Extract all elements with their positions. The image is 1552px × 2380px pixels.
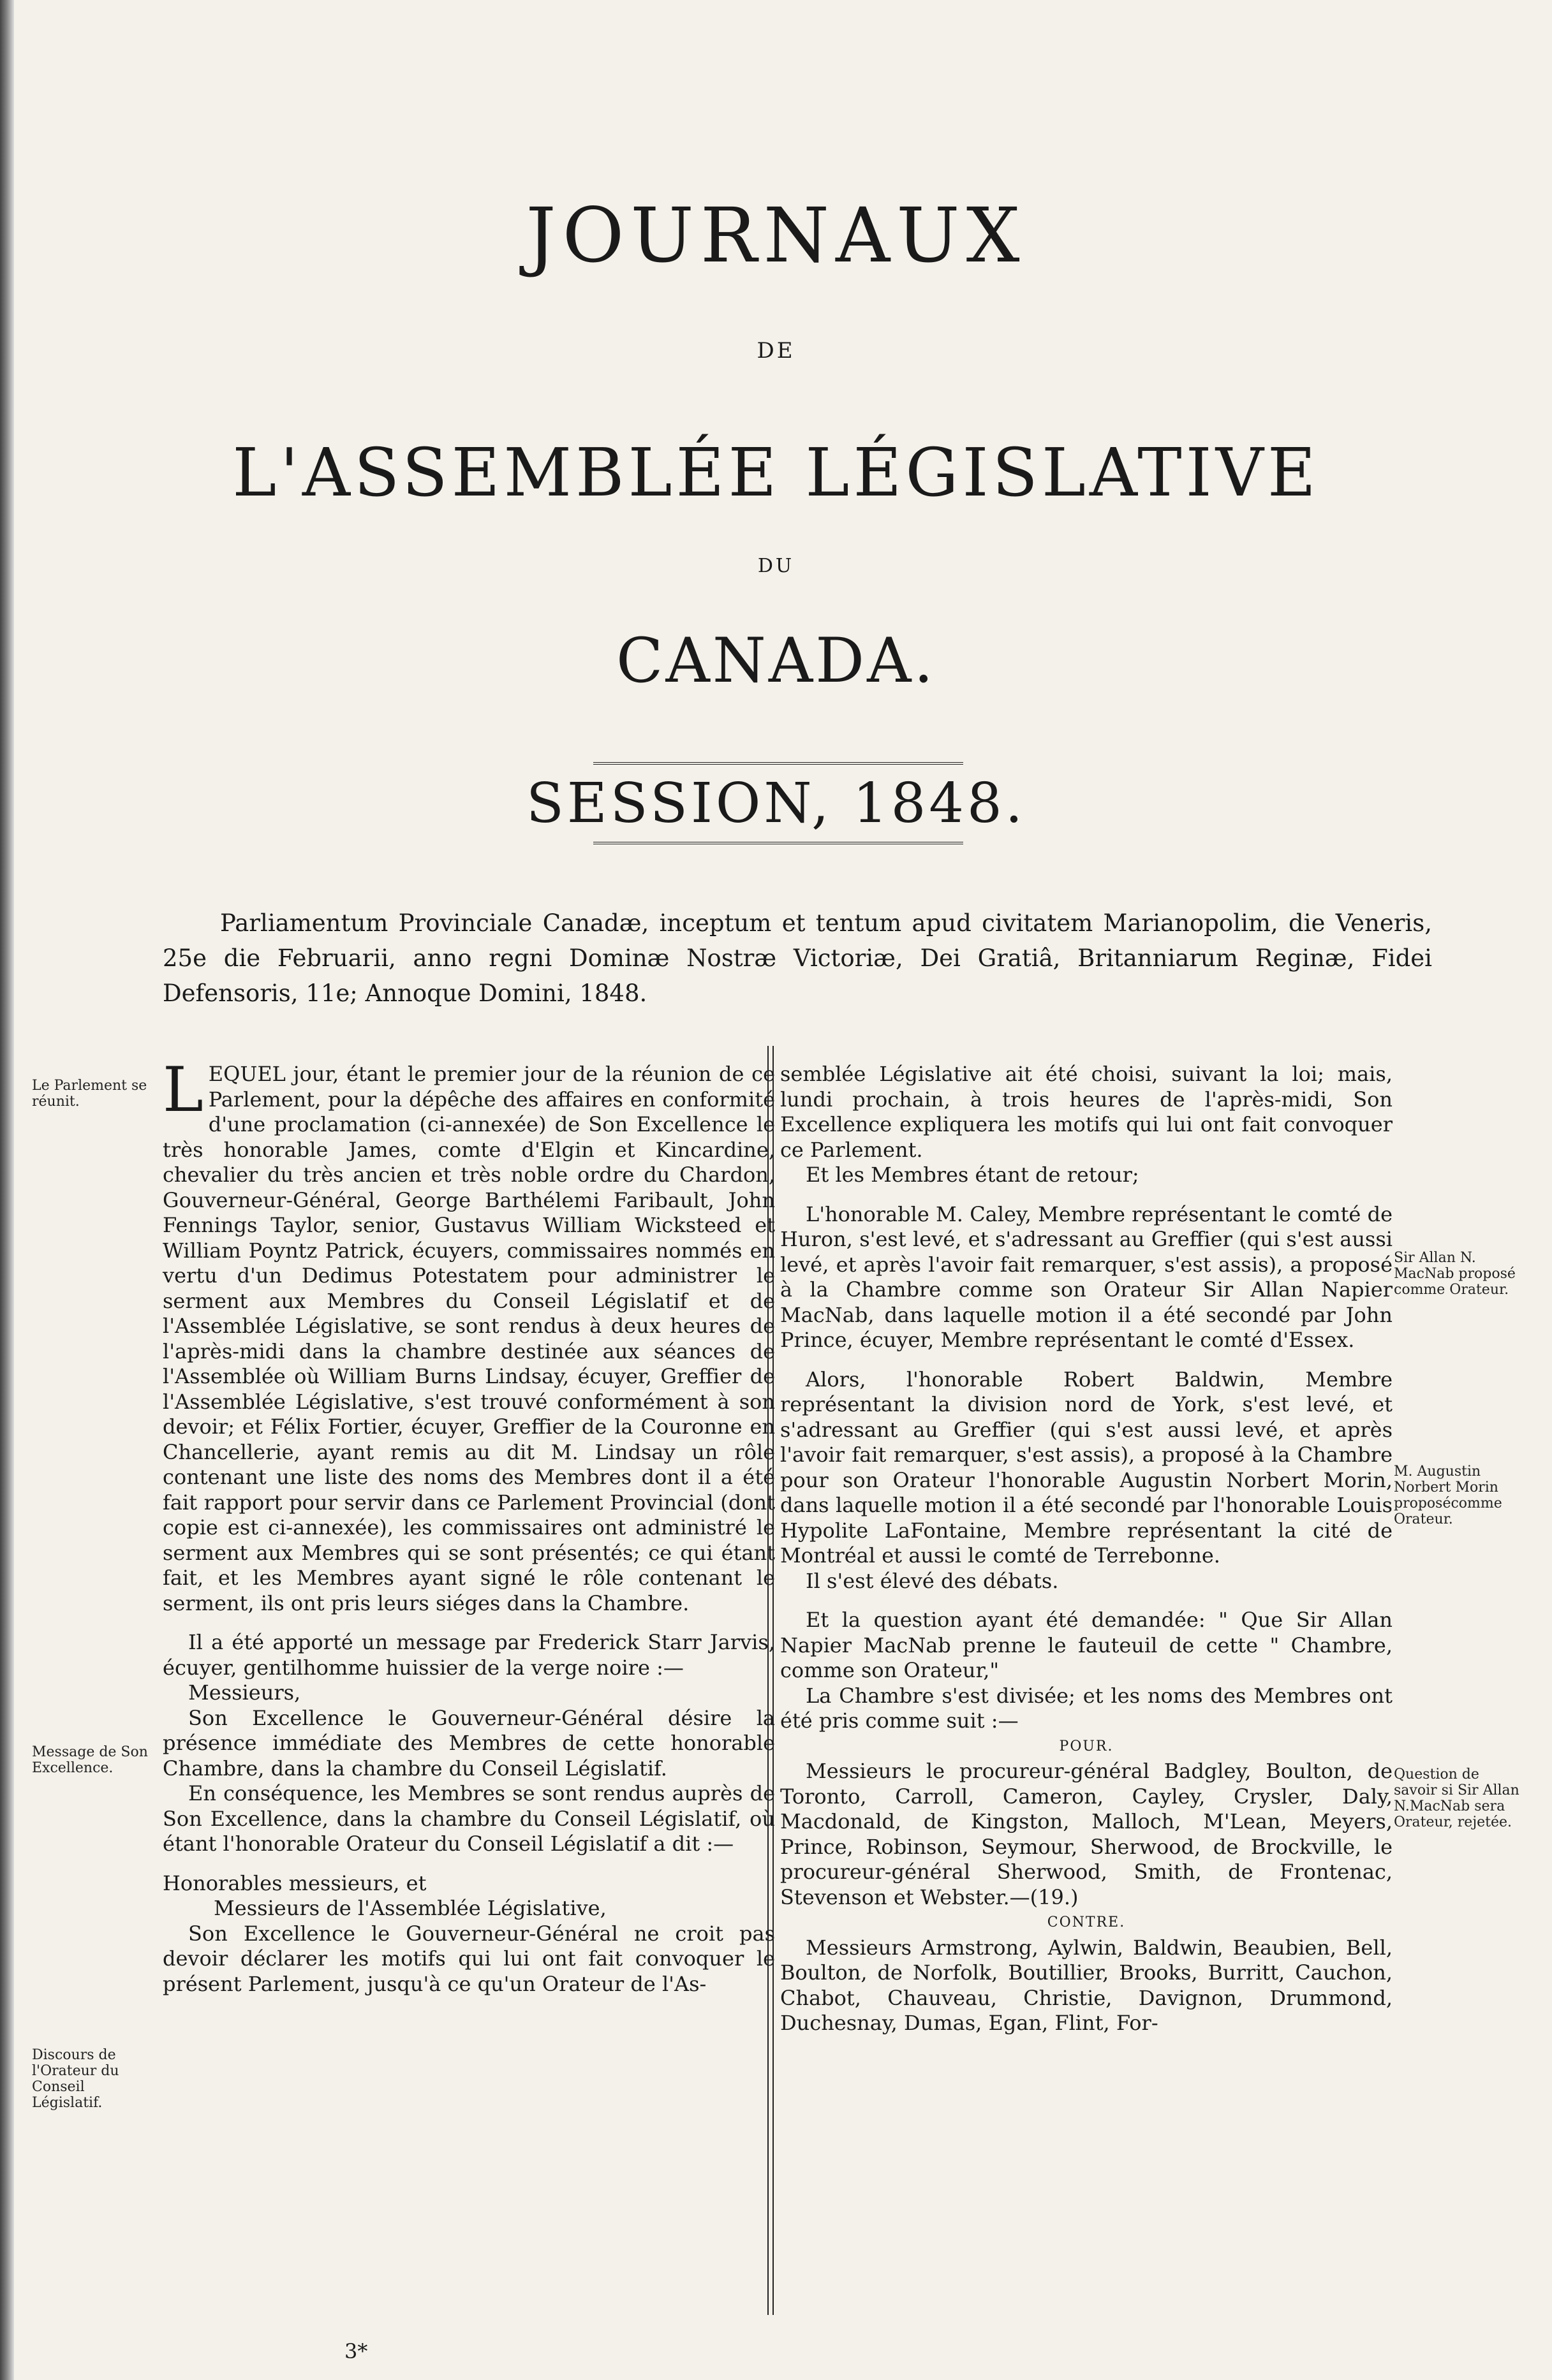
left-column: [163, 1054, 775, 1997]
title-canada: CANADA.: [616, 625, 936, 696]
baldwin-motion: Alors, l'honorable Robert Baldwin, Membre représentant la division nord de York, s'est levé, et s'adressant au Greffier (qui s'est aussi levé, et après l'avoir fait remarquer, s'est assis), a proposé à la Chambre pour son Orateur l'honorable Augustin Norbert Morin, dans laquelle motion il a été secondé par l'honorable Louis Hypolite LaFontaine, Membre représentant la cité de Montréal et aussi le comté de Terrebonne.: [780, 1367, 1393, 1568]
margin-note-parlement: Le Parlement se réunit.: [32, 1078, 147, 1110]
title-journaux: JOURNAUX: [526, 191, 1026, 279]
session-rule-top: [593, 762, 963, 765]
drop-cap: L: [163, 1054, 203, 1126]
salutation: Messieurs,: [188, 1680, 301, 1705]
session-heading: SESSION, 1848.: [526, 772, 1026, 835]
debates-line: Il s'est élevé des débats.: [806, 1568, 1059, 1593]
continuation-paragraph: semblée Législative ait été choisi, suivant la loi; mais, lundi prochain, à trois heures de l'après-midi, Son Excellence expliquera les motifs qui lui ont fait convoquer ce Parlement.: [780, 1062, 1393, 1162]
right-column: [780, 1062, 1393, 2036]
title-assemblee: L'ASSEMBLÉE LÉGISLATIVE: [232, 434, 1320, 511]
contre-label: CONTRE.: [1047, 1914, 1126, 1930]
title-du: DU: [757, 555, 795, 577]
margin-note-discours: Discours de l'Orateur du Conseil Législatif.: [32, 2047, 119, 2111]
signature-mark: 3*: [344, 2339, 368, 2363]
contre-list: Messieurs Armstrong, Aylwin, Baldwin, Beaubien, Bell, Boulton, de Norfolk, Boutillier, Brooks, Burritt, Cauchon, Chabot, Chauveau, Christie, Davignon, Drummond, Duchesnay, Dumas, Egan, Flint, For-: [780, 1935, 1393, 2035]
title-de: DE: [757, 338, 795, 364]
pour-label: POUR.: [1059, 1738, 1114, 1754]
consequence-paragraph: En conséquence, les Membres se sont rendus auprès de Son Excellence, dans la chambre du Conseil Législatif, où étant l'honorable Orateur du Conseil Législatif a dit :—: [163, 1781, 775, 1856]
pour-list: Messieurs le procureur-général Badgley, Boulton, de Toronto, Carroll, Cameron, Cayley, Crysler, Daly, Macdonald, de Kingston, Malloch, M'Lean, Meyers, Prince, Robinson, Seymour, Sherwood, de Brockville, le procureur-général Sherwood, Smith, de Frontenac, Stevenson et Webster.—(19.): [780, 1759, 1393, 1909]
members-return: Et les Membres étant de retour;: [806, 1163, 1139, 1187]
caley-motion: L'honorable M. Caley, Membre représentant le comté de Huron, s'est levé, et s'adressant au Greffier (qui s'est aussi levé, et après l'avoir fait remarquer, s'est assis), a proposé à la Chambre comme son Orateur Sir Allan Napier MacNab, dans laquelle motion il a été secondé par John Prince, écuyer, Membre représentant le comté d'Essex.: [780, 1201, 1393, 1352]
margin-note-morin: M. Augustin Norbert Morin proposécomme Orateur.: [1394, 1464, 1502, 1527]
message-paragraph: Il a été apporté un message par Frederick Starr Jarvis, écuyer, gentilhomme huissier de la verge noire :—: [163, 1630, 775, 1680]
column-divider: [767, 1046, 774, 2315]
messieurs-salutation: Messieurs de l'Assemblée Législative,: [214, 1896, 607, 1920]
speech-paragraph: Son Excellence le Gouverneur-Général ne croit pas devoir déclarer les motifs qui lui ont fait convoquer le présent Parlement, jusqu'à ce qu'un Orateur de l'As-: [163, 1921, 775, 1996]
latin-preamble: Parliamentum Provinciale Canadæ, inceptum et tentum apud civitatem Marianopolim, die Veneris, 25e die Februarii, anno regni Dominæ Nostræ Victoriæ, Dei Gratiâ, Britanniarum Reginæ, Fidei Defensoris, 11e; Annoque Domini, 1848.: [163, 909, 1432, 1007]
margin-note-question: Question de savoir si Sir Allan N.MacNab sera Orateur, rejetée.: [1394, 1767, 1519, 1830]
honorables-salutation: Honorables messieurs, et: [163, 1870, 427, 1895]
governor-desire: Son Excellence le Gouverneur-Général désire la présence immédiate des Membres de cette honorable Chambre, dans la chambre du Conseil Législatif.: [163, 1705, 775, 1781]
margin-note-macnab: Sir Allan N. MacNab proposé comme Orateur.: [1394, 1250, 1516, 1298]
question-paragraph: Et la question ayant été demandée: " Que Sir Allan Napier MacNab prenne le fauteuil de cette " Chambre, comme son Orateur,": [780, 1608, 1393, 1682]
opening-paragraph: LEQUEL jour, étant le premier jour de la réunion de ce Parlement, pour la dépêche des affaires en conformité d'une proclamation (ci-annexée) de Son Excellence le très honorable James, comte d'Elgin et Kincardine, chevalier du très ancien et très noble ordre du Chardon, Gouverneur-Général, George Barthélemi Faribault, John Fennings Taylor, senior, Gustavus William Wicksteed et William Poyntz Patrick, écuyers, commissaires nommés en vertu d'un Dedimus Potestatem pour administrer le serment aux Membres du Conseil Législatif et de l'Assemblée Législative, se sont rendus à deux heures de l'après-midi dans la chambre destinée aux séances de l'Assemblée où William Burns Lindsay, écuyer, Greffier de l'Assemblée Législative, s'est trouvé conformément à son devoir; et Félix Fortier, écuyer, Greffier de la Couronne en Chancellerie, ayant remis au dit M. Lindsay un rôle contenant une liste des noms des Membres dont il a été fait rapport pour servir dans ce Parlement Provincial (dont copie est ci-annexée), les commissaires ont administré le serment aux Membres qui se sont présentés; ce qui étant fait, et les Membres ayant signé le rôle contenant le serment, ils ont pris leurs siéges dans la Chambre.: [163, 1054, 775, 1615]
margin-note-message: Message de Son Excellence.: [32, 1744, 148, 1776]
division-paragraph: La Chambre s'est divisée; et les noms des Membres ont été pris comme suit :—: [780, 1683, 1393, 1733]
session-rule-bottom: [593, 842, 963, 844]
